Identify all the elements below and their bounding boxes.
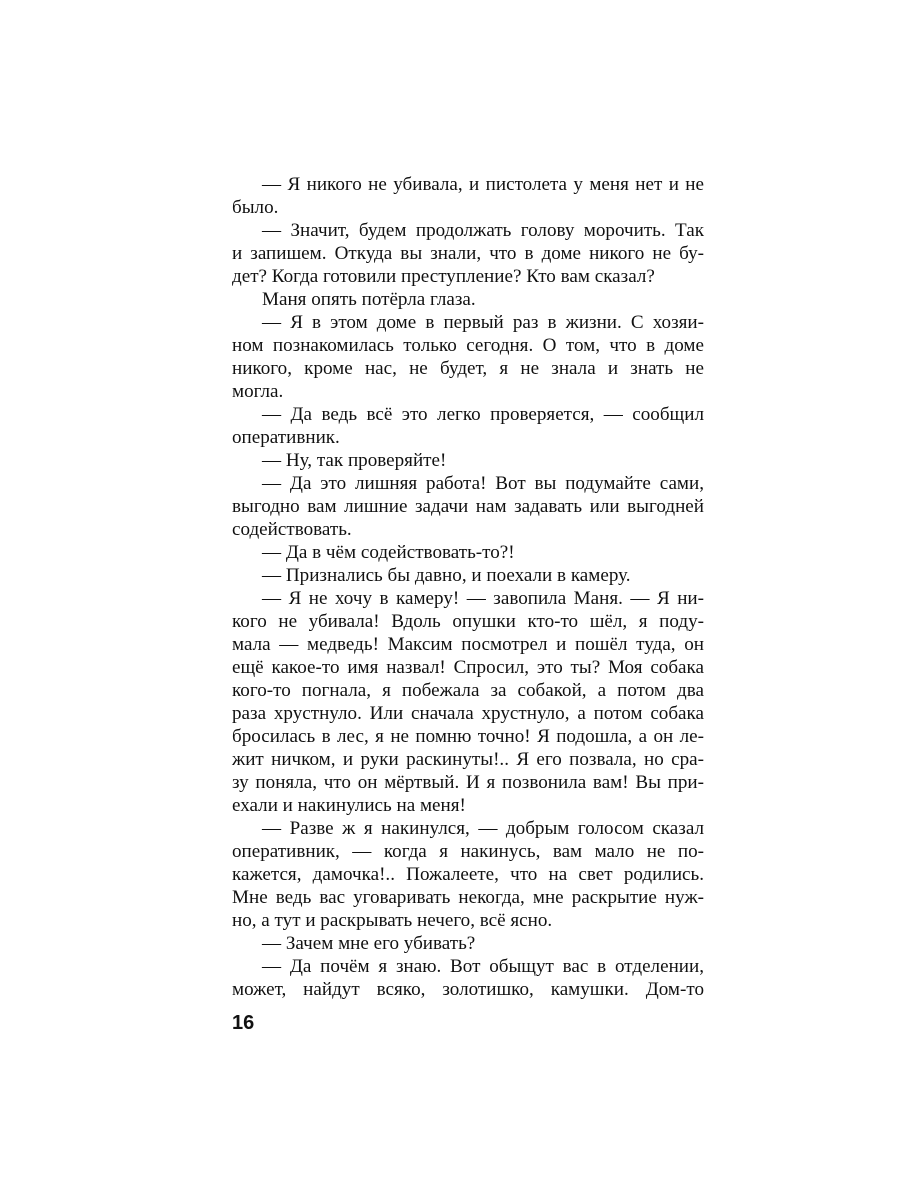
page-number: 16 (232, 1012, 255, 1034)
text-line: ещё какое-то имя назвал! Спросил, это ты? Моя собака (232, 657, 704, 678)
text-line: Мне ведь вас уговаривать некогда, мне раскрытие нуж- (232, 887, 704, 908)
text-line: раза хрустнуло. Или сначала хрустнуло, а потом собака (232, 703, 704, 724)
text-line: выгодно вам лишние задачи нам задавать или выгодней (232, 496, 704, 517)
text-line: никого, кроме нас, не будет, я не знала и знать не (232, 358, 704, 379)
text-line: — Признались бы давно, и поехали в камеру. (262, 565, 631, 586)
text-line: ном познакомилась только сегодня. О том, что в доме (232, 335, 704, 356)
text-line: бросилась в лес, я не помню точно! Я подошла, а он ле- (232, 726, 704, 747)
text-line: может, найдут всяко, золотишко, камушки. Дом-то (232, 979, 704, 1000)
text-line: ехали и накинулись на меня! (232, 795, 466, 816)
text-line: кого не убивала! Вдоль опушки кто-то шёл, я поду- (232, 611, 704, 632)
text-line: могла. (232, 381, 284, 402)
text-line: — Я не хочу в камеру! — завопила Маня. — Я ни- (262, 588, 704, 609)
text-line: зу поняла, что он мёртвый. И я позвонила вам! Вы при- (232, 772, 704, 793)
text-line: и запишем. Откуда вы знали, что в доме никого не бу- (232, 243, 704, 264)
text-line: дет? Когда готовили преступление? Кто вам сказал? (232, 266, 655, 287)
text-line: — Разве ж я накинулся, — добрым голосом сказал (262, 818, 704, 839)
text-line: — Да в чём содействовать-то?! (262, 542, 515, 563)
text-line: но, а тут и раскрывать нечего, всё ясно. (232, 910, 553, 931)
text-line: было. (232, 197, 279, 218)
text-line: мала — медведь! Максим посмотрел и пошёл туда, он (232, 634, 704, 655)
body-text (232, 173, 704, 1001)
text-line: оперативник. (232, 427, 340, 448)
text-line: — Да почём я знаю. Вот обыщут вас в отделении, (262, 956, 704, 977)
text-line: — Я в этом доме в первый раз в жизни. С хозяи- (262, 312, 704, 333)
text-line: — Я никого не убивала, и пистолета у меня нет и не (262, 174, 704, 195)
text-line: — Ну, так проверяйте! (262, 450, 447, 471)
text-line: содействовать. (232, 519, 352, 540)
text-line: — Да это лишняя работа! Вот вы подумайте сами, (262, 473, 704, 494)
text-line: — Значит, будем продолжать голову морочить. Так (262, 220, 704, 241)
text-line: Маня опять потёрла глаза. (262, 289, 476, 310)
text-line: — Да ведь всё это легко проверяется, — сообщил (262, 404, 704, 425)
text-line: кого-то погнала, я побежала за собакой, а потом два (232, 680, 704, 701)
text-line: жит ничком, и руки раскинуты!.. Я его позвала, но сра- (232, 749, 704, 770)
text-line: кажется, дамочка!.. Пожалеете, что на свет родились. (232, 864, 704, 885)
text-line: — Зачем мне его убивать? (262, 933, 476, 954)
text-line: оперативник, — когда я накинусь, вам мало не по- (232, 841, 704, 862)
